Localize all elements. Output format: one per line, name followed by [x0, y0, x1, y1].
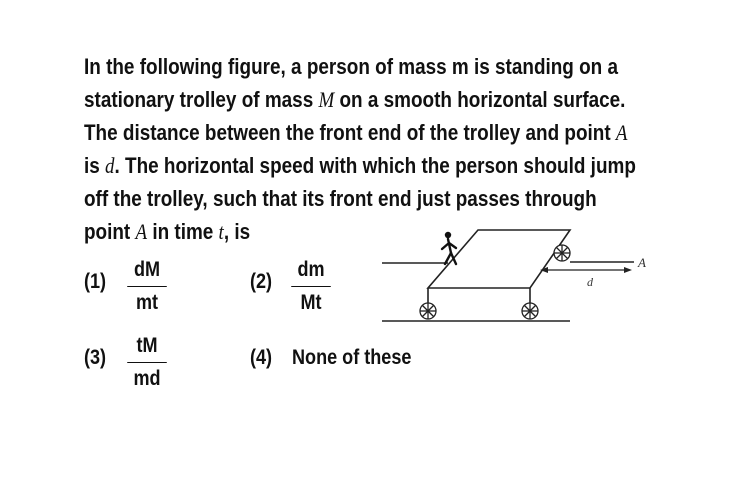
- question-line-2: stationary trolley of mass M on a smooth horizontal surface.: [84, 87, 626, 112]
- fraction-bar: [291, 286, 331, 287]
- fraction-bar: [127, 362, 167, 363]
- question-line-1: In the following figure, a person of mass m is standing on a: [84, 54, 619, 79]
- wheel-icon: [554, 245, 570, 261]
- option-3-denominator: md: [133, 367, 161, 390]
- math-t: t: [218, 219, 224, 244]
- trolley-figure: [378, 222, 678, 332]
- person-icon: [442, 232, 456, 264]
- option-2-fraction: [291, 256, 331, 317]
- option-3-numerator: tM: [136, 334, 158, 357]
- distance-label: d: [587, 275, 593, 289]
- option-2-denominator: Mt: [300, 291, 322, 314]
- math-A: A: [615, 120, 628, 145]
- math-A: A: [135, 219, 148, 244]
- point-a-label: A: [638, 255, 646, 270]
- question-line-4: is d. The horizontal speed with which the person should jump: [84, 153, 636, 178]
- question-text: [84, 50, 636, 248]
- option-1-numerator: dM: [133, 258, 161, 281]
- option-2-numerator: dm: [297, 258, 325, 281]
- distance-arrow: [540, 267, 632, 273]
- option-4-label: (4): [250, 346, 273, 369]
- math-M: M: [318, 87, 335, 112]
- option-1-denominator: mt: [135, 291, 159, 314]
- option-1-label: (1): [84, 270, 107, 293]
- option-3-label: (3): [84, 346, 107, 369]
- wheel-icon: [420, 303, 436, 319]
- question-line-3: The distance between the front end of the trolley and point A: [84, 120, 628, 145]
- question-line-6: point A in time t, is: [84, 219, 251, 244]
- option-4-text: None of these: [292, 346, 412, 369]
- trolley-deck: [428, 230, 570, 288]
- math-d: d: [105, 153, 115, 178]
- wheel-icon: [522, 303, 538, 319]
- question-line-5: off the trolley, such that its front end just passes through: [84, 186, 597, 211]
- option-3-fraction: [127, 332, 167, 393]
- fraction-bar: [127, 286, 167, 287]
- option-2-label: (2): [250, 270, 273, 293]
- option-1-fraction: [127, 256, 167, 317]
